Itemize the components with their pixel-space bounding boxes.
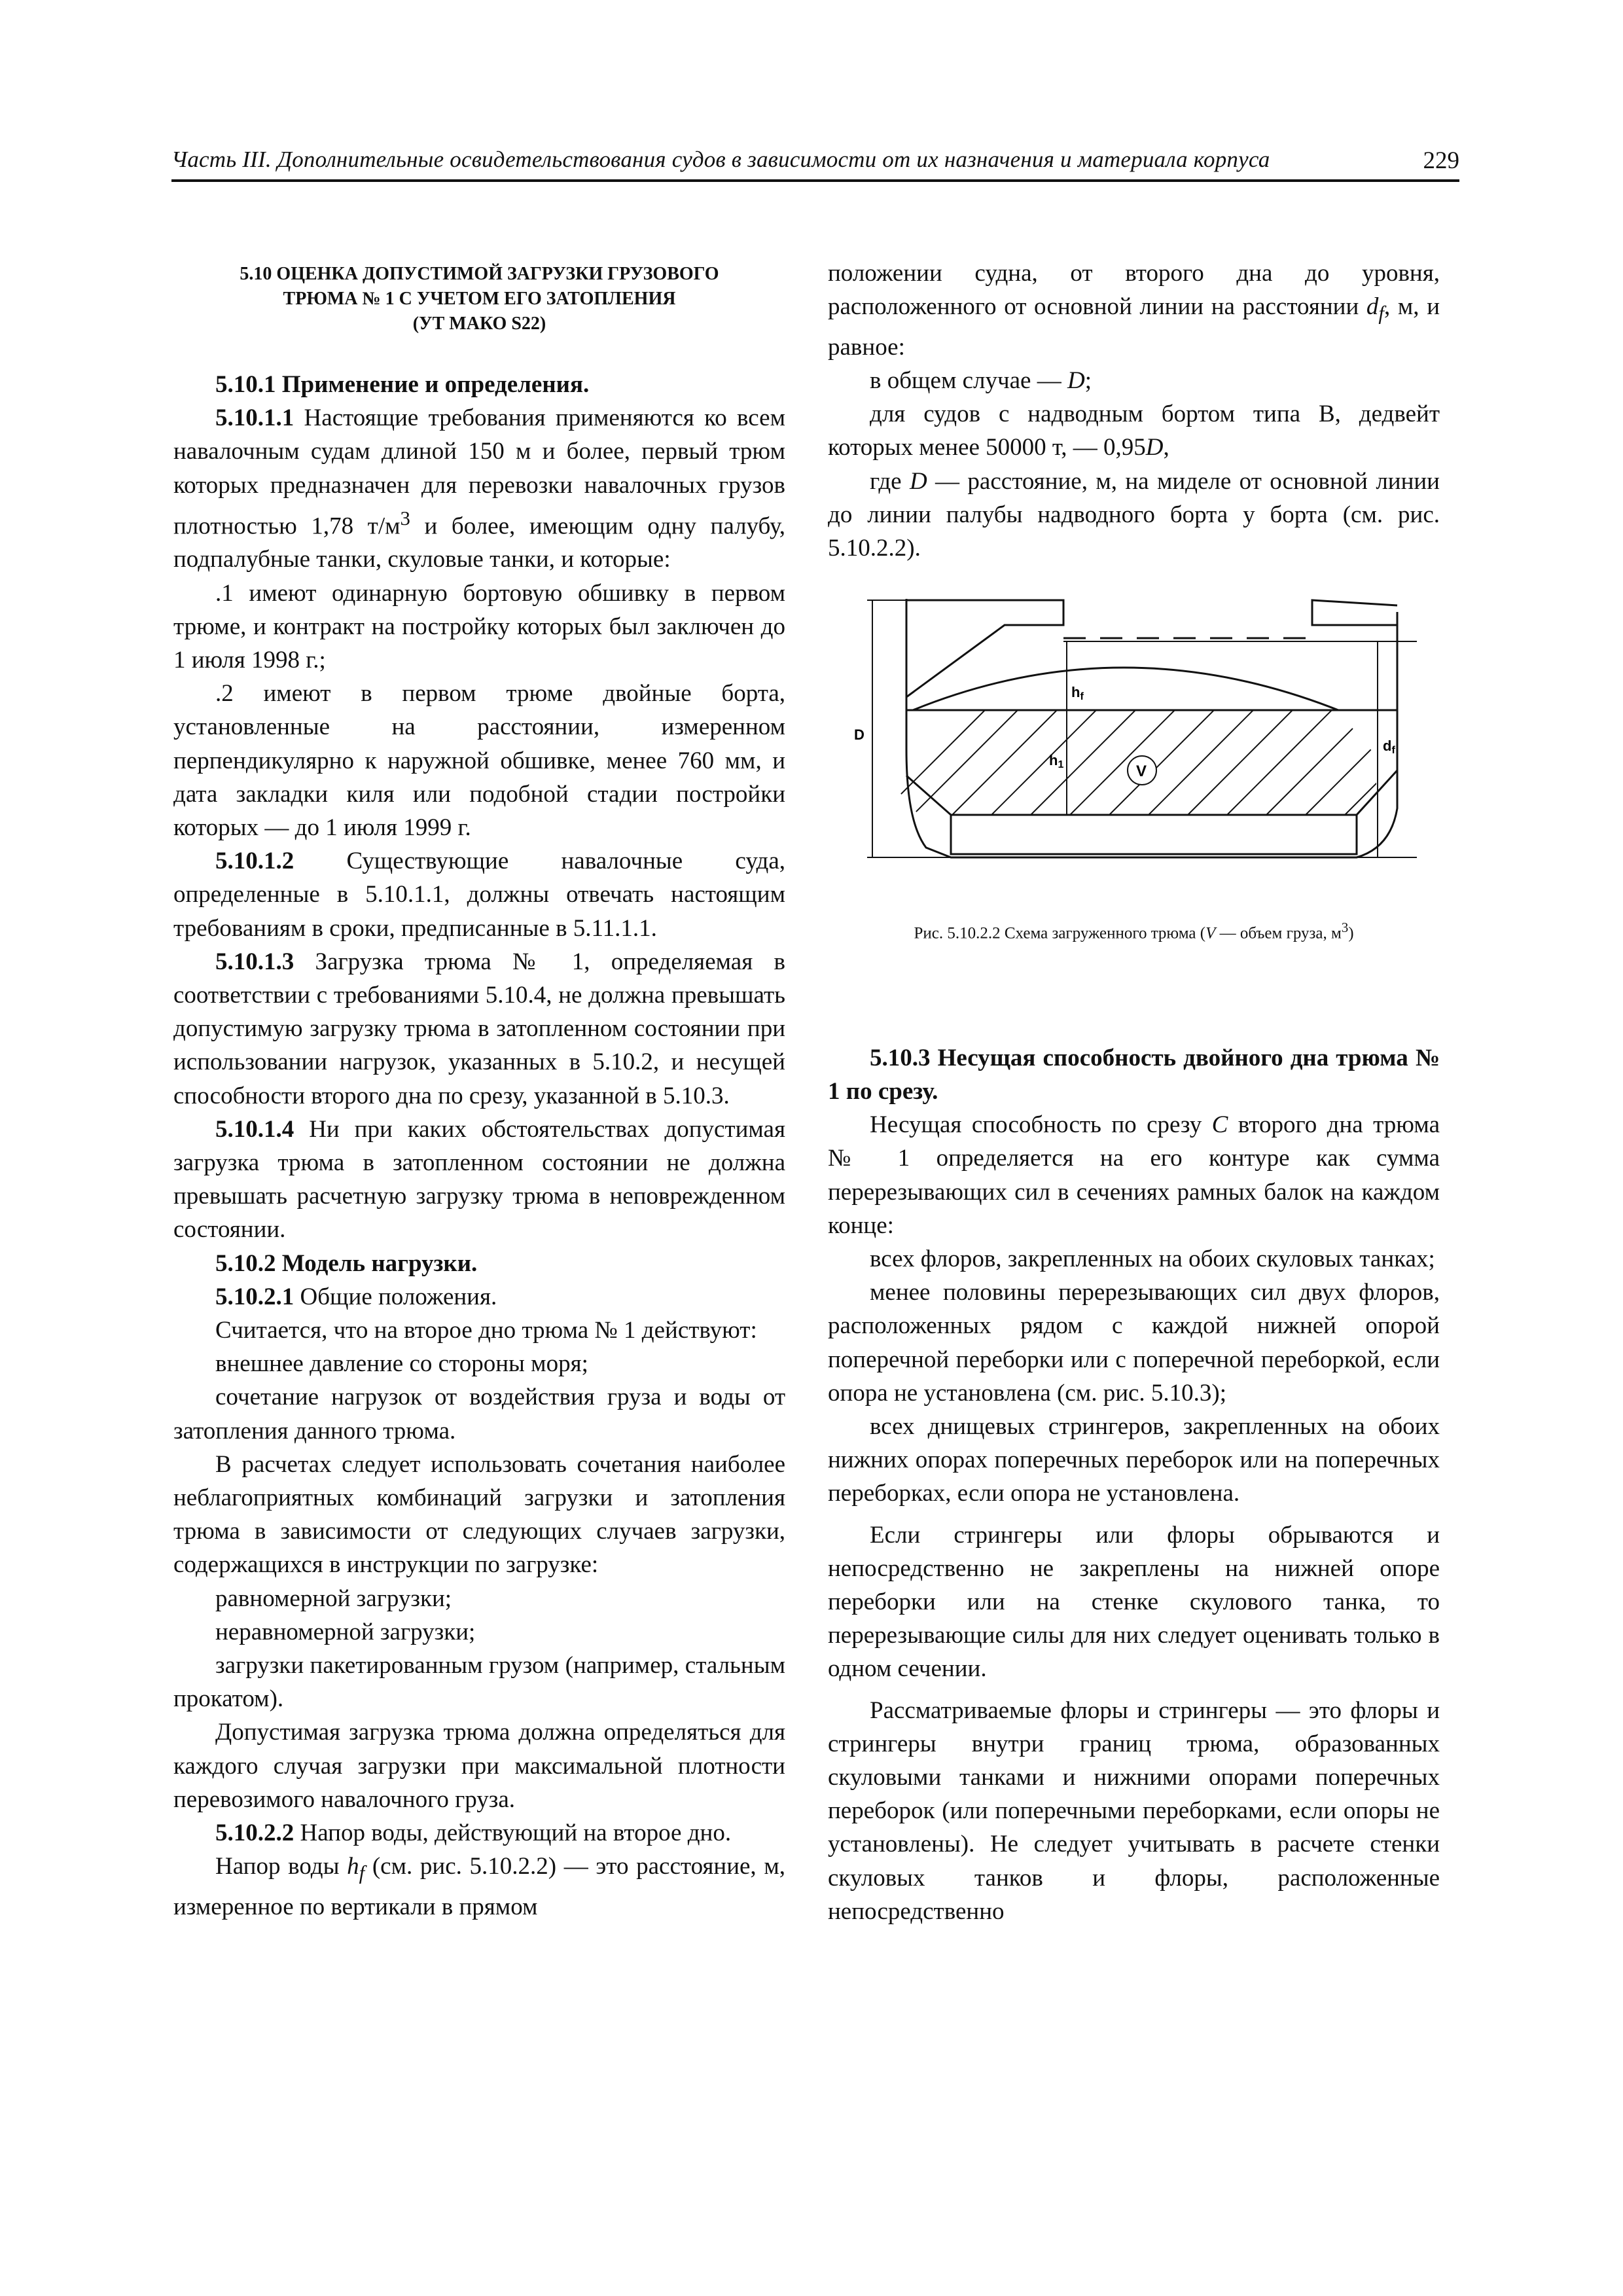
section-title	[173, 262, 785, 336]
list-item: загрузки пакетированным грузом (например, стальным прокатом).	[173, 1652, 785, 1713]
spacer	[828, 1511, 1440, 1518]
label-df: df	[1383, 738, 1395, 757]
label-h1: h1	[1049, 752, 1064, 771]
list-item: равномерной загрузки;	[215, 1585, 452, 1612]
running-header	[171, 145, 1459, 182]
label-V: V	[1136, 762, 1147, 781]
heading-5-10-1: 5.10.1 Применение и определения.	[215, 371, 590, 398]
clause-number: 5.10.1.3	[215, 948, 294, 975]
paragraph: 5.10.1.4 Ни при каких обстоятельствах допустимая загрузка трюма в затопленном состоянии не должна превышать расчетную загрузку трюма в неповрежденном состоянии.	[173, 1115, 785, 1244]
figure-caption: Рис. 5.10.2.2 Схема загруженного трюма (V — объем груза, $м^3$)	[914, 920, 1354, 942]
heading-5-10-2: 5.10.2 Модель нагрузки.	[215, 1249, 478, 1277]
running-title: Часть III. Дополнительные освидетельствования судов в зависимости от их назначения и материала корпуса	[171, 147, 1270, 172]
paragraph: Рассматриваемые флоры и стрингеры — это флоры и стрингеры внутри границ трюма, образованных скуловыми танками и нижними опорами поперечных переборок (или поперечными переборками, если опоры не установлены). Не следует учитывать в расчете стенки скуловых танков и флоры, расположенные непосредственно	[828, 1696, 1440, 1925]
clause-number: 5.10.1.1	[215, 404, 294, 432]
paragraph: положении судна, от второго дна до уровня, расположенного от основной линии на расстоянии $d_f$, м, и равное:	[828, 260, 1440, 361]
paragraph: Если стрингеры или флоры обрываются и непосредственно не закреплены на нижней опоре переборки или на стенке скулового танка, то перерезывающие силы для них следует оценивать только в одном сечении.	[828, 1521, 1440, 1683]
list-item: сочетание нагрузок от воздействия груза и воды от затопления данного трюма.	[173, 1384, 785, 1444]
hatch-coaming-left	[906, 600, 1063, 697]
paragraph: Напор воды $h_f$ (см. рис. 5.10.2.2) — это расстояние, м, измеренное по вертикали в прямом	[173, 1853, 785, 1920]
list-item: менее половины перерезывающих сил двух флоров, расположенных рядом с каждой нижней опорой поперечной переборки или с поперечной переборкой, если опора не установлена (см. рис. 5.10.3);	[828, 1279, 1440, 1407]
paragraph: 5.10.1.1 Настоящие требования применяются ко всем навалочным судам длиной 150 м и более, первый трюм которых предназначен для перевозки навалочных грузов плотностью 1,78 $т/м^3$ и более, имеющим одну палубу, подпалубные танки, скуловые танки, и которые:	[173, 404, 786, 573]
page-number: 229	[1423, 147, 1459, 174]
clause-number: 5.10.2.2	[215, 1820, 294, 1847]
list-item: для судов с надводным бортом типа В, дедвейт которых менее 50000 т, — 0,95D,	[828, 401, 1440, 461]
label-hf: hf	[1071, 684, 1084, 703]
paragraph: 5.10.2.1 Общие положения.	[215, 1283, 497, 1310]
section-title-line: ТРЮМА № 1 С УЧЕТОМ ЕГО ЗАТОПЛЕНИЯ	[283, 289, 676, 309]
clause-number: 5.10.2.1	[215, 1283, 294, 1310]
hatch-coaming-right	[1312, 600, 1397, 625]
heading-5-10-3: 5.10.3 Несущая способность двойного дна трюма № 1 по срезу.	[828, 1044, 1440, 1105]
paragraph: 5.10.2.2 Напор воды, действующий на второе дно.	[215, 1820, 732, 1847]
paragraph: Допустимая загрузка трюма должна определяться для каждого случая загрузки при максимальной плотности перевозимого навалочного груза.	[173, 1719, 785, 1813]
list-item: внешнее давление со стороны моря;	[215, 1350, 588, 1378]
list-item: всех флоров, закрепленных на обоих скуловых танках;	[870, 1245, 1435, 1272]
list-item: в общем случае — D;	[870, 367, 1092, 394]
list-item: .1 имеют одинарную бортовую обшивку в первом трюме, и контракт на постройку которых был заключен до 1 июля 1998 г.;	[173, 579, 785, 673]
paragraph: 5.10.1.3 Загрузка трюма № 1, определяемая в соответствии с требованиями 5.10.4, не должна превышать допустимую загрузку трюма в затопленном состоянии при использовании нагрузок, указанных в 5.10.2, и несущей способности второго дна по срезу, указанной в 5.10.3.	[173, 948, 785, 1109]
paragraph: где D — расстояние, м, на миделе от основной линии до линии палубы надводного борта у борта (см. рис. 5.10.2.2).	[828, 467, 1440, 562]
cargo-surface	[913, 668, 1338, 710]
right-column	[828, 257, 1440, 1928]
hold-diagram	[854, 599, 1417, 906]
clause-number: 5.10.1.4	[215, 1115, 294, 1143]
double-bottom	[951, 815, 1357, 854]
paragraph: 5.10.1.2 Существующие навалочные суда, определенные в 5.10.1.1, должны отвечать настоящим требованиям в сроки, предписанные в 5.11.1.1.	[173, 848, 785, 942]
spacer	[828, 946, 1440, 1041]
list-item: .2 имеют в первом трюме двойные борта, установленные на расстоянии, измеренном перпендикулярно к наружной обшивке, менее 760 мм, и дата закладки киля или подобной стадии постройки которых — до 1 июля 1999 г.	[173, 680, 785, 841]
list-item: неравномерной загрузки;	[215, 1618, 476, 1645]
list-item: всех днищевых стрингеров, закрепленных на обоих нижних опорах поперечных переборок или на поперечных переборках, если опора не установлена.	[828, 1412, 1440, 1507]
section-title-line: (УТ МАКО S22)	[412, 314, 546, 334]
spacer	[828, 1686, 1440, 1694]
paragraph: Считается, что на второе дно трюма № 1 действуют:	[215, 1317, 757, 1344]
label-D: D	[854, 726, 865, 744]
paragraph: Несущая способность по срезу C второго дна трюма № 1 определяется на его контуре как сумма перерезывающих сил в сечениях рамных балок на каждом конце:	[828, 1111, 1440, 1239]
section-title-line: 5.10 ОЦЕНКА ДОПУСТИМОЙ ЗАГРУЗКИ ГРУЗОВОГО	[240, 264, 719, 284]
left-column	[173, 262, 785, 1924]
clause-number: 5.10.1.2	[215, 848, 294, 875]
figure-loaded-hold	[854, 599, 1440, 916]
paragraph: В расчетах следует использовать сочетания наиболее неблагоприятных комбинаций загрузки и затопления трюма в зависимости от следующих случаев загрузки, содержащихся в инструкции по загрузке:	[173, 1450, 785, 1579]
